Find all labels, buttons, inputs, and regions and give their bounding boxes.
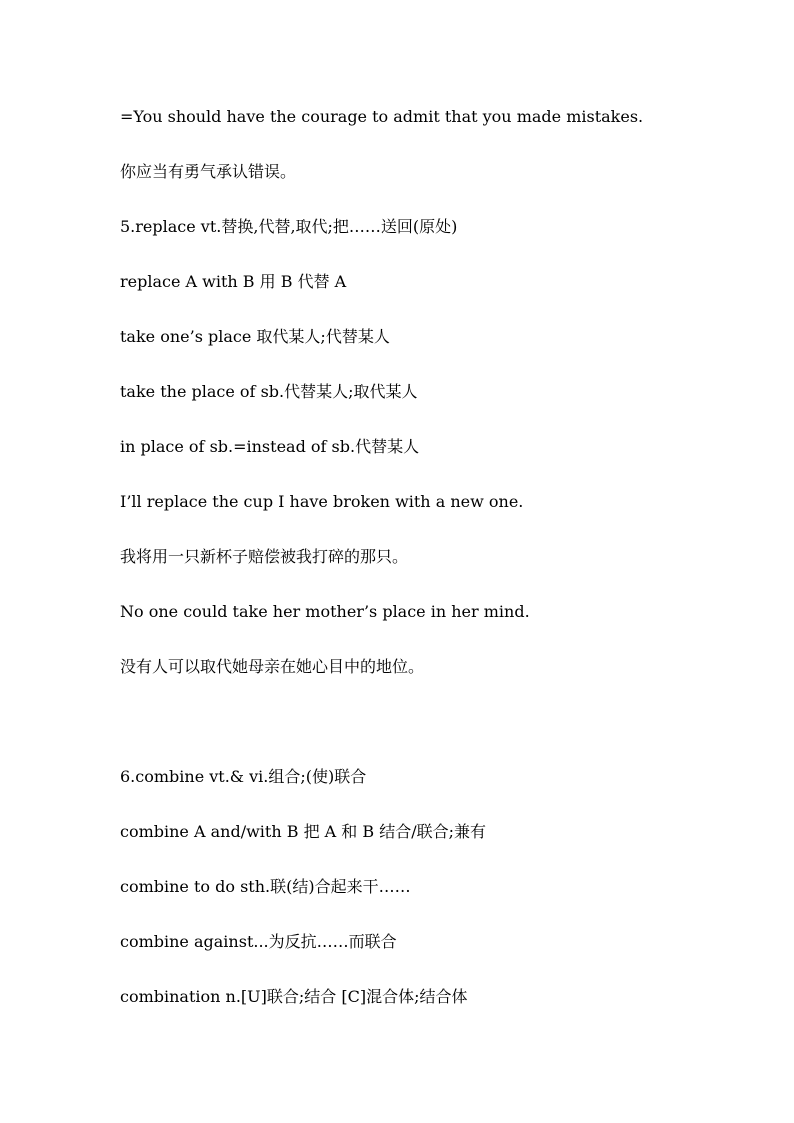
- text-line-replace-with: replace A with B 用 B 代替 A: [120, 272, 347, 291]
- text-line-combine-against: combine against...为反抗……而联合: [120, 932, 397, 951]
- heading-replace: 5.replace vt.替换,代替,取代;把……送回(原处): [120, 217, 458, 236]
- text-line-courage-cn: 你应当有勇气承认错误。: [120, 162, 297, 181]
- text-line-example-mother-en: No one could take her mother’s place in her mind.: [120, 602, 530, 621]
- text-line-example-cup-cn: 我将用一只新杯子赔偿被我打碎的那只。: [120, 547, 409, 566]
- heading-combine: 6.combine vt.& vi.组合;(使)联合: [120, 767, 367, 786]
- text-line-take-ones-place: take one’s place 取代某人;代替某人: [120, 327, 390, 346]
- text-line-example-cup-en: I’ll replace the cup I have broken with a new one.: [120, 492, 524, 511]
- text-line-combine-to-do: combine to do sth.联(结)合起来干……: [120, 877, 411, 896]
- text-line-courage-en: =You should have the courage to admit that you made mistakes.: [120, 107, 644, 126]
- text-line-combine-and-with: combine A and/with B 把 A 和 B 结合/联合;兼有: [120, 822, 487, 841]
- text-line-example-mother-cn: 没有人可以取代她母亲在她心目中的地位。: [120, 657, 425, 676]
- text-line-take-the-place-of: take the place of sb.代替某人;取代某人: [120, 382, 418, 401]
- text-line-combination: combination n.[U]联合;结合 [C]混合体;结合体: [120, 987, 468, 1006]
- text-line-in-place-of: in place of sb.=instead of sb.代替某人: [120, 437, 420, 456]
